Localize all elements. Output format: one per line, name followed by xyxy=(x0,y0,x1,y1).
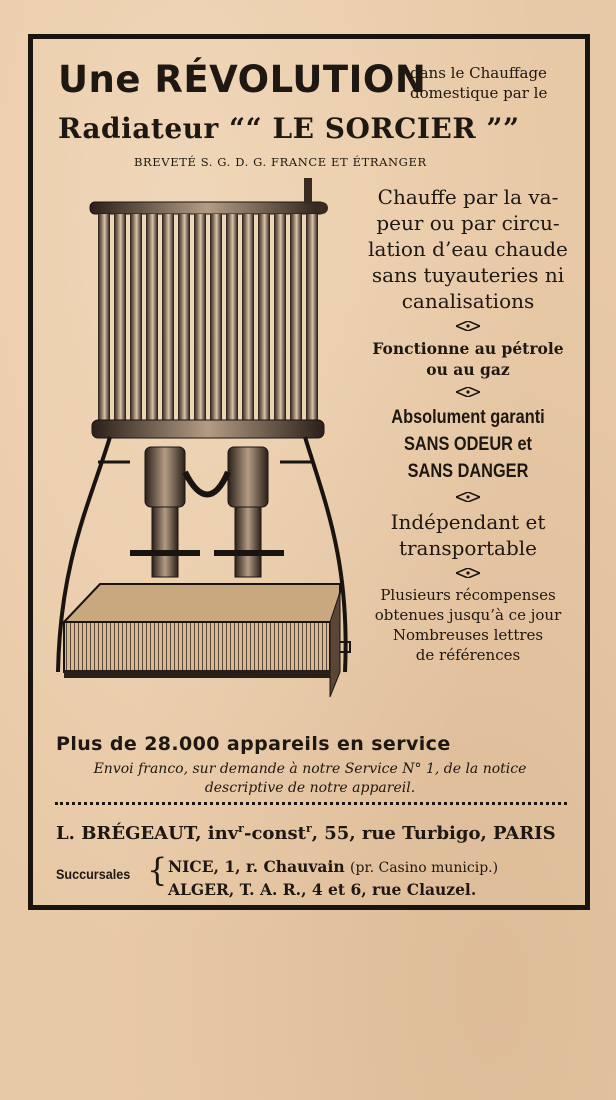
feature-heating-line2: peur ou par circu- xyxy=(376,211,560,235)
diamond-ornament-icon xyxy=(355,485,581,509)
feature-guarantee xyxy=(371,404,565,485)
units-in-service: Plus de 28.000 appareils en service xyxy=(56,733,451,755)
branches-list xyxy=(168,856,588,901)
feature-portable xyxy=(355,509,581,561)
patent-line: BREVETÉ S. G. D. G. FRANCE ET ÉTRANGER xyxy=(134,155,427,169)
feature-awards xyxy=(355,585,581,665)
dotted-divider xyxy=(55,802,567,805)
headline-subtext xyxy=(410,63,580,103)
feature-guarantee-line1: Absolument garanti xyxy=(391,407,545,428)
branch-nice xyxy=(168,856,588,879)
branch-nice-address: NICE, 1, r. Chauvain xyxy=(168,857,345,876)
diamond-ornament-icon xyxy=(355,380,581,404)
feature-portable-line2: transportable xyxy=(398,536,538,560)
diamond-ornament-icon xyxy=(355,314,581,338)
shipping-notice-line2: descriptive de notre appareil. xyxy=(204,780,416,796)
headline-revolution: Une RÉVOLUTION xyxy=(58,58,427,101)
feature-awards-line1: Plusieurs récompenses xyxy=(380,586,556,604)
feature-heating-line1: Chauffe par la va- xyxy=(377,185,559,209)
feature-fuel xyxy=(355,338,581,380)
feature-fuel-line2: ou au gaz xyxy=(426,360,510,379)
feature-column xyxy=(355,184,581,665)
feature-guarantee-line2: SANS ODEUR et xyxy=(403,434,533,455)
maker-street: , 55, rue Turbigo, PARIS xyxy=(311,823,556,844)
branch-alger: ALGER, T. A. R., 4 et 6, rue Clauzel. xyxy=(168,880,477,899)
maker-name: L. BRÉGEAUT, inv xyxy=(56,823,239,844)
feature-heating-line5: canalisations xyxy=(401,289,535,313)
feature-portable-line1: Indépendant et xyxy=(390,510,546,534)
maker-sup2: r xyxy=(305,822,312,835)
product-name: Radiateur ““ LE SORCIER ”” xyxy=(58,112,520,145)
diamond-ornament-icon xyxy=(355,561,581,585)
feature-awards-line4: de références xyxy=(415,646,521,664)
headline-subtext-line2: domestique par le xyxy=(410,84,548,102)
feature-heating-line3: lation d’eau chaude xyxy=(368,237,568,261)
feature-awards-line3: Nombreuses lettres xyxy=(392,626,544,644)
feature-fuel-line1: Fonctionne au pétrole xyxy=(372,339,564,358)
feature-awards-line2: obtenues jusqu’à ce jour xyxy=(374,606,562,624)
shipping-notice xyxy=(40,760,580,798)
branches-label: Succursales xyxy=(56,866,131,882)
feature-guarantee-line3: SANS DANGER xyxy=(407,461,529,482)
shipping-notice-line1: Envoi franco, sur demande à notre Service N° 1, de la notice xyxy=(93,761,527,777)
radiator-illustration xyxy=(50,172,355,727)
feature-heating-line4: sans tuyauteries ni xyxy=(371,263,565,287)
branch-nice-note: (pr. Casino municip.) xyxy=(350,860,499,876)
maker-address xyxy=(56,822,556,844)
feature-heating xyxy=(355,184,581,314)
headline-subtext-line1: dans le Chauffage xyxy=(410,64,547,82)
maker-sup1: r xyxy=(238,822,244,835)
brace-icon: { xyxy=(147,851,168,889)
maker-title: -const xyxy=(243,823,306,844)
